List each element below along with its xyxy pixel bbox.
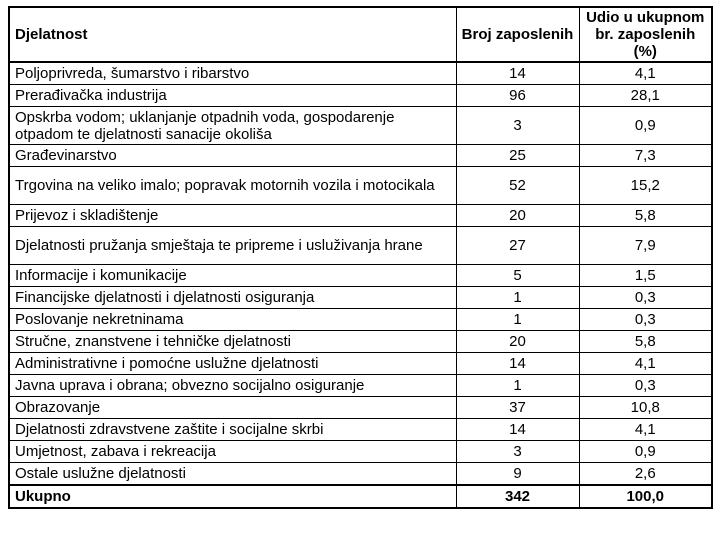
cell-employees: 96 <box>456 85 579 107</box>
table-row <box>9 107 712 145</box>
cell-share: 4,1 <box>579 353 712 375</box>
cell-employees: 1 <box>456 287 579 309</box>
table-body <box>9 62 712 485</box>
cell-activity: Obrazovanje <box>9 397 456 419</box>
table-row <box>9 227 712 265</box>
cell-share: 4,1 <box>579 419 712 441</box>
cell-activity: Umjetnost, zabava i rekreacija <box>9 441 456 463</box>
cell-activity: Javna uprava i obrana; obvezno socijalno osiguranje <box>9 375 456 397</box>
cell-activity: Opskrba vodom; uklanjanje otpadnih voda, gospodarenje otpadom te djelatnosti sanacije okoliša <box>9 107 456 145</box>
table-header-row <box>9 7 712 62</box>
cell-share: 0,9 <box>579 107 712 145</box>
total-label: Ukupno <box>9 485 456 508</box>
cell-activity: Administrativne i pomoćne uslužne djelatnosti <box>9 353 456 375</box>
cell-share: 7,9 <box>579 227 712 265</box>
cell-activity: Prijevoz i skladištenje <box>9 205 456 227</box>
table-row <box>9 375 712 397</box>
total-row <box>9 485 712 508</box>
table-row <box>9 265 712 287</box>
table-row <box>9 331 712 353</box>
cell-share: 28,1 <box>579 85 712 107</box>
cell-share: 7,3 <box>579 145 712 167</box>
cell-share: 0,3 <box>579 287 712 309</box>
cell-employees: 37 <box>456 397 579 419</box>
table-row <box>9 397 712 419</box>
table-row <box>9 205 712 227</box>
table-row <box>9 419 712 441</box>
cell-share: 10,8 <box>579 397 712 419</box>
cell-employees: 9 <box>456 463 579 486</box>
cell-share: 1,5 <box>579 265 712 287</box>
cell-activity: Građevinarstvo <box>9 145 456 167</box>
cell-activity: Poslovanje nekretninama <box>9 309 456 331</box>
total-share: 100,0 <box>579 485 712 508</box>
cell-share: 5,8 <box>579 331 712 353</box>
table-row <box>9 145 712 167</box>
table-row <box>9 463 712 486</box>
cell-activity: Djelatnosti zdravstvene zaštite i socijalne skrbi <box>9 419 456 441</box>
cell-employees: 3 <box>456 441 579 463</box>
cell-share: 15,2 <box>579 167 712 205</box>
cell-employees: 1 <box>456 309 579 331</box>
cell-activity: Djelatnosti pružanja smještaja te pripreme i usluživanja hrane <box>9 227 456 265</box>
cell-activity: Stručne, znanstvene i tehničke djelatnosti <box>9 331 456 353</box>
table-row <box>9 309 712 331</box>
table-row <box>9 85 712 107</box>
table-row <box>9 167 712 205</box>
cell-employees: 20 <box>456 331 579 353</box>
cell-employees: 25 <box>456 145 579 167</box>
cell-activity: Prerađivačka industrija <box>9 85 456 107</box>
cell-employees: 20 <box>456 205 579 227</box>
header-activity: Djelatnost <box>9 7 456 62</box>
cell-employees: 1 <box>456 375 579 397</box>
cell-activity: Financijske djelatnosti i djelatnosti osiguranja <box>9 287 456 309</box>
cell-share: 2,6 <box>579 463 712 486</box>
cell-share: 0,3 <box>579 309 712 331</box>
cell-employees: 14 <box>456 62 579 85</box>
total-employees: 342 <box>456 485 579 508</box>
cell-activity: Poljoprivreda, šumarstvo i ribarstvo <box>9 62 456 85</box>
table-row <box>9 62 712 85</box>
header-employees: Broj zaposlenih <box>456 7 579 62</box>
table-row <box>9 441 712 463</box>
table-row <box>9 287 712 309</box>
cell-share: 5,8 <box>579 205 712 227</box>
cell-employees: 3 <box>456 107 579 145</box>
cell-activity: Informacije i komunikacije <box>9 265 456 287</box>
table-row <box>9 353 712 375</box>
cell-share: 0,9 <box>579 441 712 463</box>
cell-share: 0,3 <box>579 375 712 397</box>
cell-employees: 52 <box>456 167 579 205</box>
cell-employees: 27 <box>456 227 579 265</box>
cell-employees: 5 <box>456 265 579 287</box>
cell-activity: Trgovina na veliko imalo; popravak motornih vozila i motocikala <box>9 167 456 205</box>
header-share: Udio u ukupnom br. zaposlenih (%) <box>579 7 712 62</box>
employment-table <box>8 6 713 509</box>
cell-share: 4,1 <box>579 62 712 85</box>
cell-activity: Ostale uslužne djelatnosti <box>9 463 456 486</box>
cell-employees: 14 <box>456 353 579 375</box>
cell-employees: 14 <box>456 419 579 441</box>
